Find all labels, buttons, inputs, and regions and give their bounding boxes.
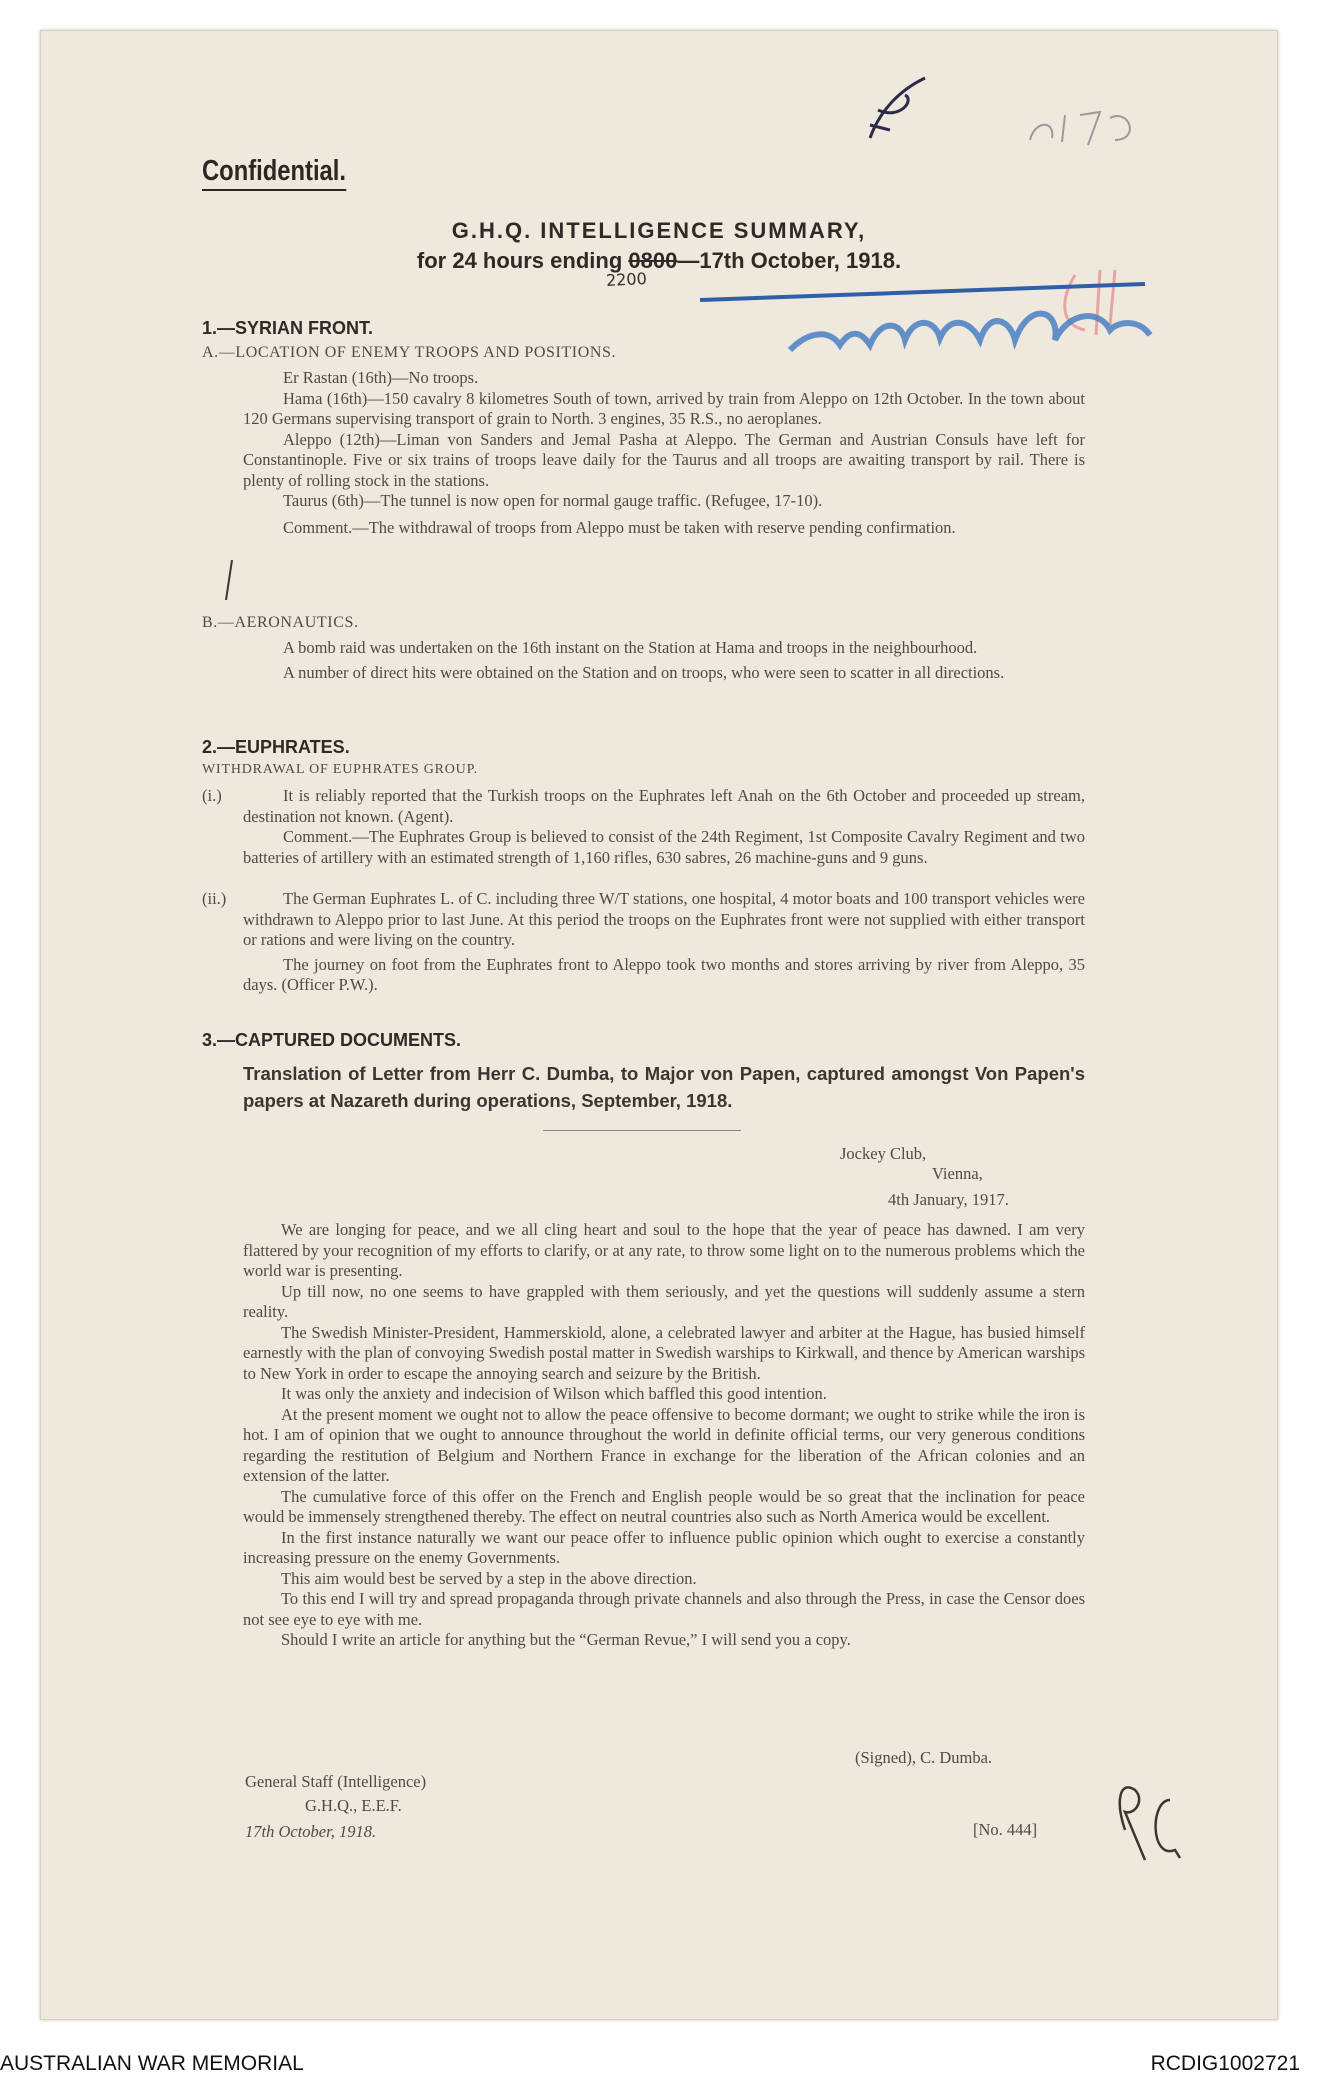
pen-tick-mark xyxy=(870,78,925,138)
letter-signature: (Signed), C. Dumba. xyxy=(855,1748,993,1767)
handwritten-time: 2200 xyxy=(605,268,648,291)
item-i-para: It is reliably reported that the Turkish troops on the Euphrates left Anah on the 6th October and proceeded up stream, destination not known. (Agent). xyxy=(243,786,1085,826)
title-divider xyxy=(543,1130,741,1131)
subtitle-struck-time: 0800 xyxy=(628,248,678,273)
entry-aleppo: Aleppo (12th)—Liman von Sanders and Jemal Pasha at Aleppo. The German and Austrian Consuls have left for Constantinople. Five or six trains of troops leave daily for the Taurus and all troops are awaiting transport by rail. There is plenty of rolling stock in the stations. xyxy=(243,429,1085,490)
letter-para: This aim would best be served by a step in the above direction. xyxy=(281,1568,697,1588)
entry-hama: Hama (16th)—150 cavalry 8 kilometres South of town, arrived by train from Aleppo on 12th October. In the town about 120 Germans supervising transport of grain to North. 3 engines, 35 R.S., no aeroplanes. xyxy=(243,388,1085,428)
letter-body xyxy=(243,1220,1085,1651)
section-2-heading: 2.—EUPHRATES. xyxy=(202,737,350,757)
letter-para: The Swedish Minister-President, Hammerskiold, alone, a celebrated lawyer and arbiter at the Hague, has busied himself earnestly with the plan of convoying Swedish postal matter in Swedish warships to Kirkwall, and thence by American warships to New York in order to escape the annoying search and seizure by the British. xyxy=(243,1322,1085,1383)
aero-para-2: A number of direct hits were obtained on the Station and on troops, who were seen to scatter in all directions. xyxy=(283,662,1005,682)
letter-para: To this end I will try and spread propaganda through private channels and also through the Press, in case the Censor does not see eye to eye with me. xyxy=(243,1589,1085,1629)
subtitle-prefix: for 24 hours ending xyxy=(416,248,629,273)
footer-record-id: RCDIG1002721 xyxy=(1150,2052,1300,2075)
letter-para: In the first instance naturally we want our peace offer to influence public opinion which ought to exercise a constantly increasing pressure on the enemy Governments. xyxy=(243,1527,1085,1567)
section-3-heading: 3.—CAPTURED DOCUMENTS. xyxy=(202,1030,462,1050)
letter-para: The cumulative force of this offer on the French and English people would be so great that the inclination for peace would be immensely strengthened thereby. The effect on neutral countries also such as North America would be excellent. xyxy=(243,1486,1085,1526)
item-ii-text xyxy=(243,889,1085,996)
letter-address-1: Jockey Club, xyxy=(840,1144,927,1163)
item-i-label: (i.) xyxy=(202,786,222,805)
signoff-line-2: G.H.Q., E.E.F. xyxy=(305,1796,402,1815)
letter-para: Up till now, no one seems to have grappled with them seriously, and yet the questions will suddenly assume a stern reality. xyxy=(243,1281,1085,1321)
letter-address-2: Vienna, xyxy=(932,1164,983,1183)
confidential-heading: Confidential. xyxy=(202,154,346,191)
letter-para: Should I write an article for anything but the “German Revue,” I will send you a copy. xyxy=(281,1630,851,1649)
section-1-heading: 1.—SYRIAN FRONT. xyxy=(202,318,374,338)
item-ii-para: The German Euphrates L. of C. including three W/T stations, one hospital, 4 motor boats and 100 transport vehicles were withdrawn to Aleppo prior to last June. At this period the troops on the Euphrates front were not supplied with either transport or rations and were living on the country. xyxy=(243,889,1085,949)
section-1b-text xyxy=(243,638,1085,683)
footer-institution: AUSTRALIAN WAR MEMORIAL xyxy=(0,2052,304,2075)
letter-title: Translation of Letter from Herr C. Dumba, to Major von Papen, captured amongst Von Papen's papers at Nazareth during operations, September, 1918. xyxy=(243,1063,1085,1111)
section-1a-entries xyxy=(243,368,1085,538)
signoff-date: 17th October, 1918. xyxy=(245,1822,377,1841)
item-ii-label: (ii.) xyxy=(202,889,227,908)
section-2-subheading: WITHDRAWAL OF EUPHRATES GROUP. xyxy=(202,762,478,777)
entry-er-rastan: Er Rastan (16th)—No troops. xyxy=(283,368,479,387)
letter-para: At the present moment we ought not to allow the peace offensive to become dormant; we ought to strike while the iron is hot. I am of opinion that we ought to announce throughout the world in definite official terms, our very generous conditions regarding the restitution of Belgium and Northern France in exchange for the liberation of the African colonies and an extension of the latter. xyxy=(243,1404,1085,1485)
section-1b-heading: B.—AERONAUTICS. xyxy=(202,614,359,631)
signoff-line-1: General Staff (Intelligence) xyxy=(245,1772,427,1791)
item-ii-para-2: The journey on foot from the Euphrates front to Aleppo took two months and stores arriving by river from Aleppo, 35 days. (Officer P.W.). xyxy=(243,954,1085,994)
item-i-text xyxy=(243,786,1085,868)
aero-para-1: A bomb raid was undertaken on the 16th instant on the Station at Hama and troops in the neighbourhood. xyxy=(283,638,978,657)
entry-comment: Comment.—The withdrawal of troops from Aleppo must be taken with reserve pending confirmation. xyxy=(283,517,956,537)
section-1a-heading: A.—LOCATION OF ENEMY TROOPS AND POSITIONS. xyxy=(202,344,617,361)
letter-para: It was only the anxiety and indecision of Wilson which baffled this good intention. xyxy=(281,1384,827,1403)
item-i-comment: Comment.—The Euphrates Group is believed to consist of the 24th Regiment, 1st Composite Cavalry Regiment and two batteries of artillery with an estimated strength of 1,160 rifles, 630 sabres, 26 machine-guns and 9 guns. xyxy=(243,827,1085,867)
document-number: [No. 444] xyxy=(973,1820,1038,1839)
letter-para: We are longing for peace, and we all cling heart and soul to the hope that the year of peace has dawned. I am very flattered by your recognition of my efforts to clarify, or at any rate, to throw some light on to the numerous problems which the world war is presenting. xyxy=(243,1220,1085,1280)
document-title: G.H.Q. INTELLIGENCE SUMMARY, xyxy=(451,218,867,243)
letter-date: 4th January, 1917. xyxy=(888,1190,1009,1209)
blue-pencil-underline xyxy=(700,284,1145,300)
document-subtitle xyxy=(0,248,1318,274)
margin-bracket xyxy=(226,560,232,600)
entry-taurus: Taurus (6th)—The tunnel is now open for normal gauge traffic. (Refugee, 17-10). xyxy=(283,491,823,510)
subtitle-suffix: —17th October, 1918. xyxy=(677,248,902,273)
